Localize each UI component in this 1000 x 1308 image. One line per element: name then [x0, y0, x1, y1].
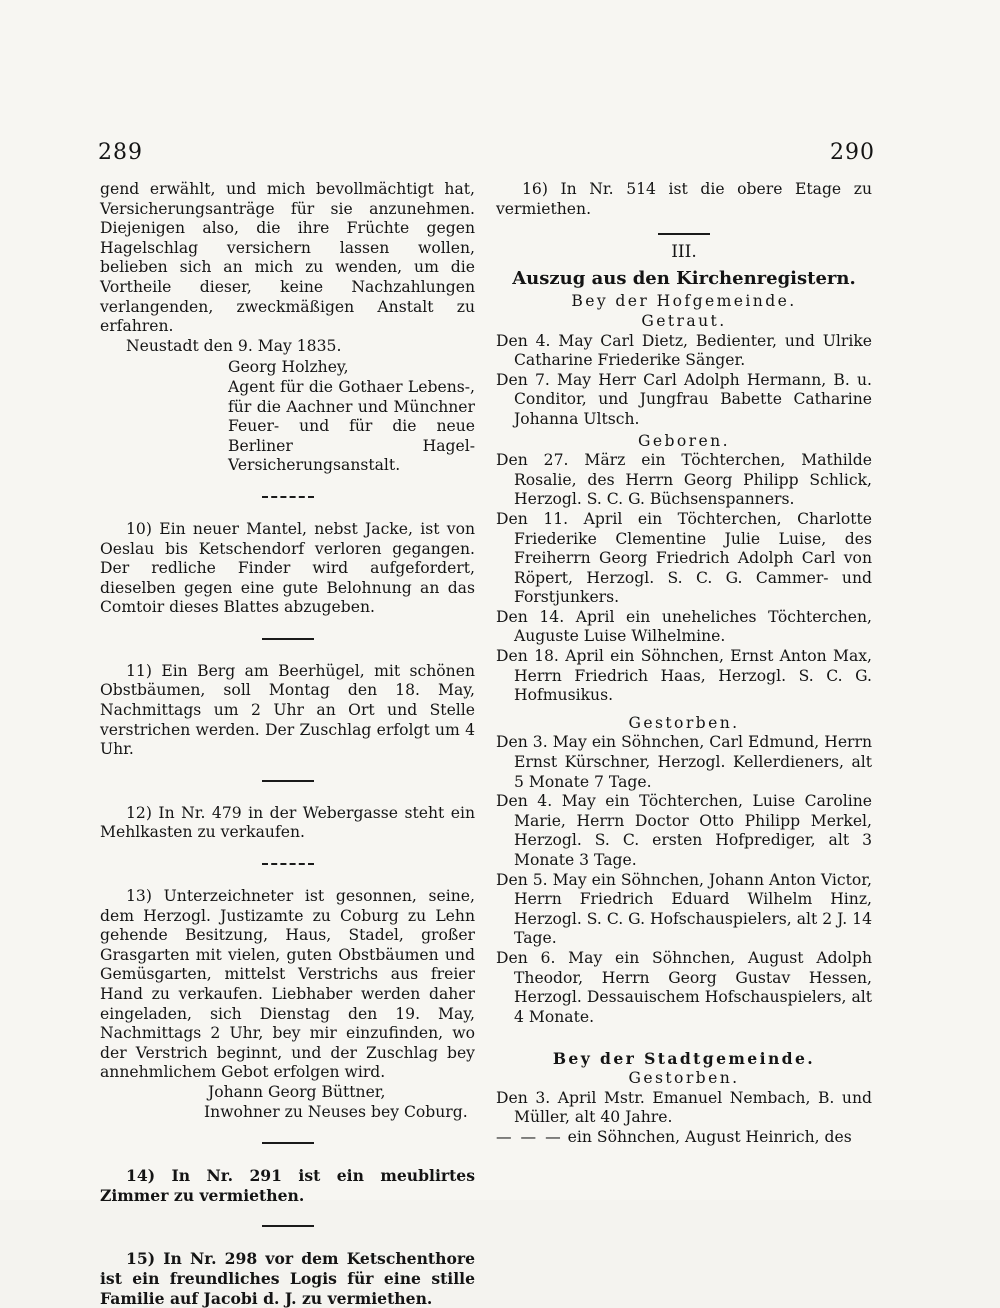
- divider: [658, 233, 710, 235]
- heading-gestorben: Gestorben.: [628, 713, 740, 732]
- page-number-right: 290: [830, 140, 875, 165]
- gestorben-entry: Den 5. May ein Söhnchen, Johann Anton Victor, Herrn Friedrich Eduard Wilhelm Hinz, Herzogl. S. C. G. Hofschauspielers, alt 2 J. 14 Tage.: [496, 870, 872, 948]
- notice-16: 16) In Nr. 514 ist die obere Etage zu vermiethen.: [496, 180, 872, 218]
- heading-gestorben-stadt: Gestorben.: [628, 1068, 740, 1087]
- stadt-gestorben-entry: Den 3. April Mstr. Emanuel Nembach, B. und Müller, alt 40 Jahre.: [496, 1088, 872, 1127]
- divider: [262, 638, 314, 640]
- geboren-entry: Den 18. April ein Söhnchen, Ernst Anton Max, Herrn Friedrich Haas, Herzogl. S. C. G. Hofmusikus.: [496, 647, 872, 705]
- signature-role: Agent für die Gothaer Lebens-, für die Aachner und Münchner Feuer- und für die neue Berliner Hagel-Versicherungsanstalt.: [228, 377, 475, 475]
- notice-12: 12) In Nr. 479 in der Webergasse steht ein Mehlkasten zu verkaufen.: [100, 803, 475, 842]
- notice-13: 13) Unterzeichneter ist gesonnen, seine, dem Herzogl. Justizamte zu Coburg zu Lehn gehende Besitzung, Haus, Stadel, großer Grasgarten mit vielen, guten Obstbäumen und Gemüsgarten, mittelst Verstrichs aus freier Hand zu verkaufen. Liebhaber werden daher eingeladen, sich Dienstag den 19. May, Nachmittags 2 Uhr, bey mir einzufinden, wo der Verstrich beginnt, und der Zuschlag bey annehmlichem Gebot erfolgen wird.: [100, 887, 475, 1082]
- notice-13-signature-role: Inwohner zu Neuses bey Coburg.: [204, 1102, 468, 1121]
- place-date: Neustadt den 9. May 1835.: [126, 336, 342, 355]
- page-number-left: 289: [98, 140, 143, 165]
- gestorben-entry: Den 4. May ein Töchterchen, Luise Caroline Marie, Herrn Doctor Otto Philipp Merkel, Herzogl. S. C. ersten Hofprediger, alt 3 Monate 3 Tage.: [496, 792, 872, 869]
- insurance-notice-text: gend erwählt, und mich bevollmächtigt hat, Versicherungsanträge für sie anzunehmen. Diejenigen also, die ihre Früchte gegen Hagelschlag versichern lassen wollen, belieben sich an mich zu wenden, um die Vortheile dieser, keine Nachzahlungen verlangenden, zweckmäßigen Anstalt zu erfahren.: [100, 180, 475, 336]
- section-title: Auszug aus den Kirchenregistern.: [512, 267, 856, 289]
- heading-getraut: Getraut.: [641, 311, 727, 330]
- notice-11: 11) Ein Berg am Beerhügel, mit schönen Obstbäumen, soll Montag den 18. May, Nachmittags um 2 Uhr an Ort und Stelle verstrichen werden. Der Zuschlag erfolgt um 4 Uhr.: [100, 661, 475, 759]
- subsection-stadtgemeinde: Bey der Stadtgemeinde.: [552, 1049, 816, 1069]
- divider: [262, 863, 314, 865]
- right-column: [496, 180, 872, 1147]
- stadt-gestorben-entry-partial: [496, 1128, 872, 1148]
- divider: [262, 1225, 314, 1227]
- getraut-entry: Den 7. May Herr Carl Adolph Hermann, B. u. Conditor, und Jungfrau Babette Catharine Johanna Ultsch.: [496, 370, 872, 428]
- notice-10: 10) Ein neuer Mantel, nebst Jacke, ist von Oeslau bis Ketschendorf verloren gegangen. Der redliche Finder wird aufgefordert, dieselben gegen eine gute Belohnung an das Comtoir dieses Blattes abzugeben.: [100, 519, 475, 617]
- notice-13-signature-name: Johann Georg Büttner,: [208, 1082, 386, 1101]
- geboren-entry: Den 14. April ein uneheliches Töchterchen, Auguste Luise Wilhelmine.: [496, 607, 872, 646]
- geboren-entry: Den 27. März ein Töchterchen, Mathilde Rosalie, des Herrn Georg Philipp Schlick, Herzogl. S. C. G. Büchsenspanners.: [496, 451, 872, 509]
- signature-name: Georg Holzhey,: [228, 358, 349, 377]
- subsection-hofgemeinde: Bey der Hofgemeinde.: [571, 292, 797, 311]
- gestorben-entry: Den 6. May ein Söhnchen, August Adolph Theodor, Herrn Georg Gustav Hessen, Herzogl. Dessauischem Hofschauspielers, alt 4 Monate.: [496, 948, 872, 1026]
- entry-continuation: ein Söhnchen, August Heinrich, des: [567, 1127, 852, 1146]
- spacer: [496, 1027, 872, 1049]
- divider: [262, 1142, 314, 1144]
- left-column: [100, 180, 475, 1308]
- gestorben-entry: Den 3. May ein Söhnchen, Carl Edmund, Herrn Ernst Kürschner, Herzogl. Kellerdieners, alt 5 Monate 7 Tage.: [496, 733, 872, 791]
- notice-15: 15) In Nr. 298 vor dem Ketschenthore ist ein freundliches Logis für eine stille Familie auf Jacobi d. J. zu vermiethen.: [100, 1249, 475, 1308]
- section-number: III.: [671, 242, 697, 263]
- divider: [262, 780, 314, 782]
- spacer: [496, 706, 872, 714]
- repeat-dashes: — — —: [496, 1127, 563, 1146]
- heading-geboren: Geboren.: [638, 431, 730, 450]
- divider: [262, 496, 314, 498]
- geboren-entry: Den 11. April ein Töchterchen, Charlotte Friederike Clementine Julie Luise, des Freiherrn Georg Friedrich Adolph Carl von Röpert, Herzogl. S. C. G. Cammer- und Forstjunkers.: [496, 509, 872, 607]
- getraut-entry: Den 4. May Carl Dietz, Bedienter, und Ulrike Catharine Friederike Sänger.: [496, 331, 872, 370]
- notice-14: 14) In Nr. 291 ist ein meublirtes Zimmer zu vermiethen.: [100, 1166, 475, 1205]
